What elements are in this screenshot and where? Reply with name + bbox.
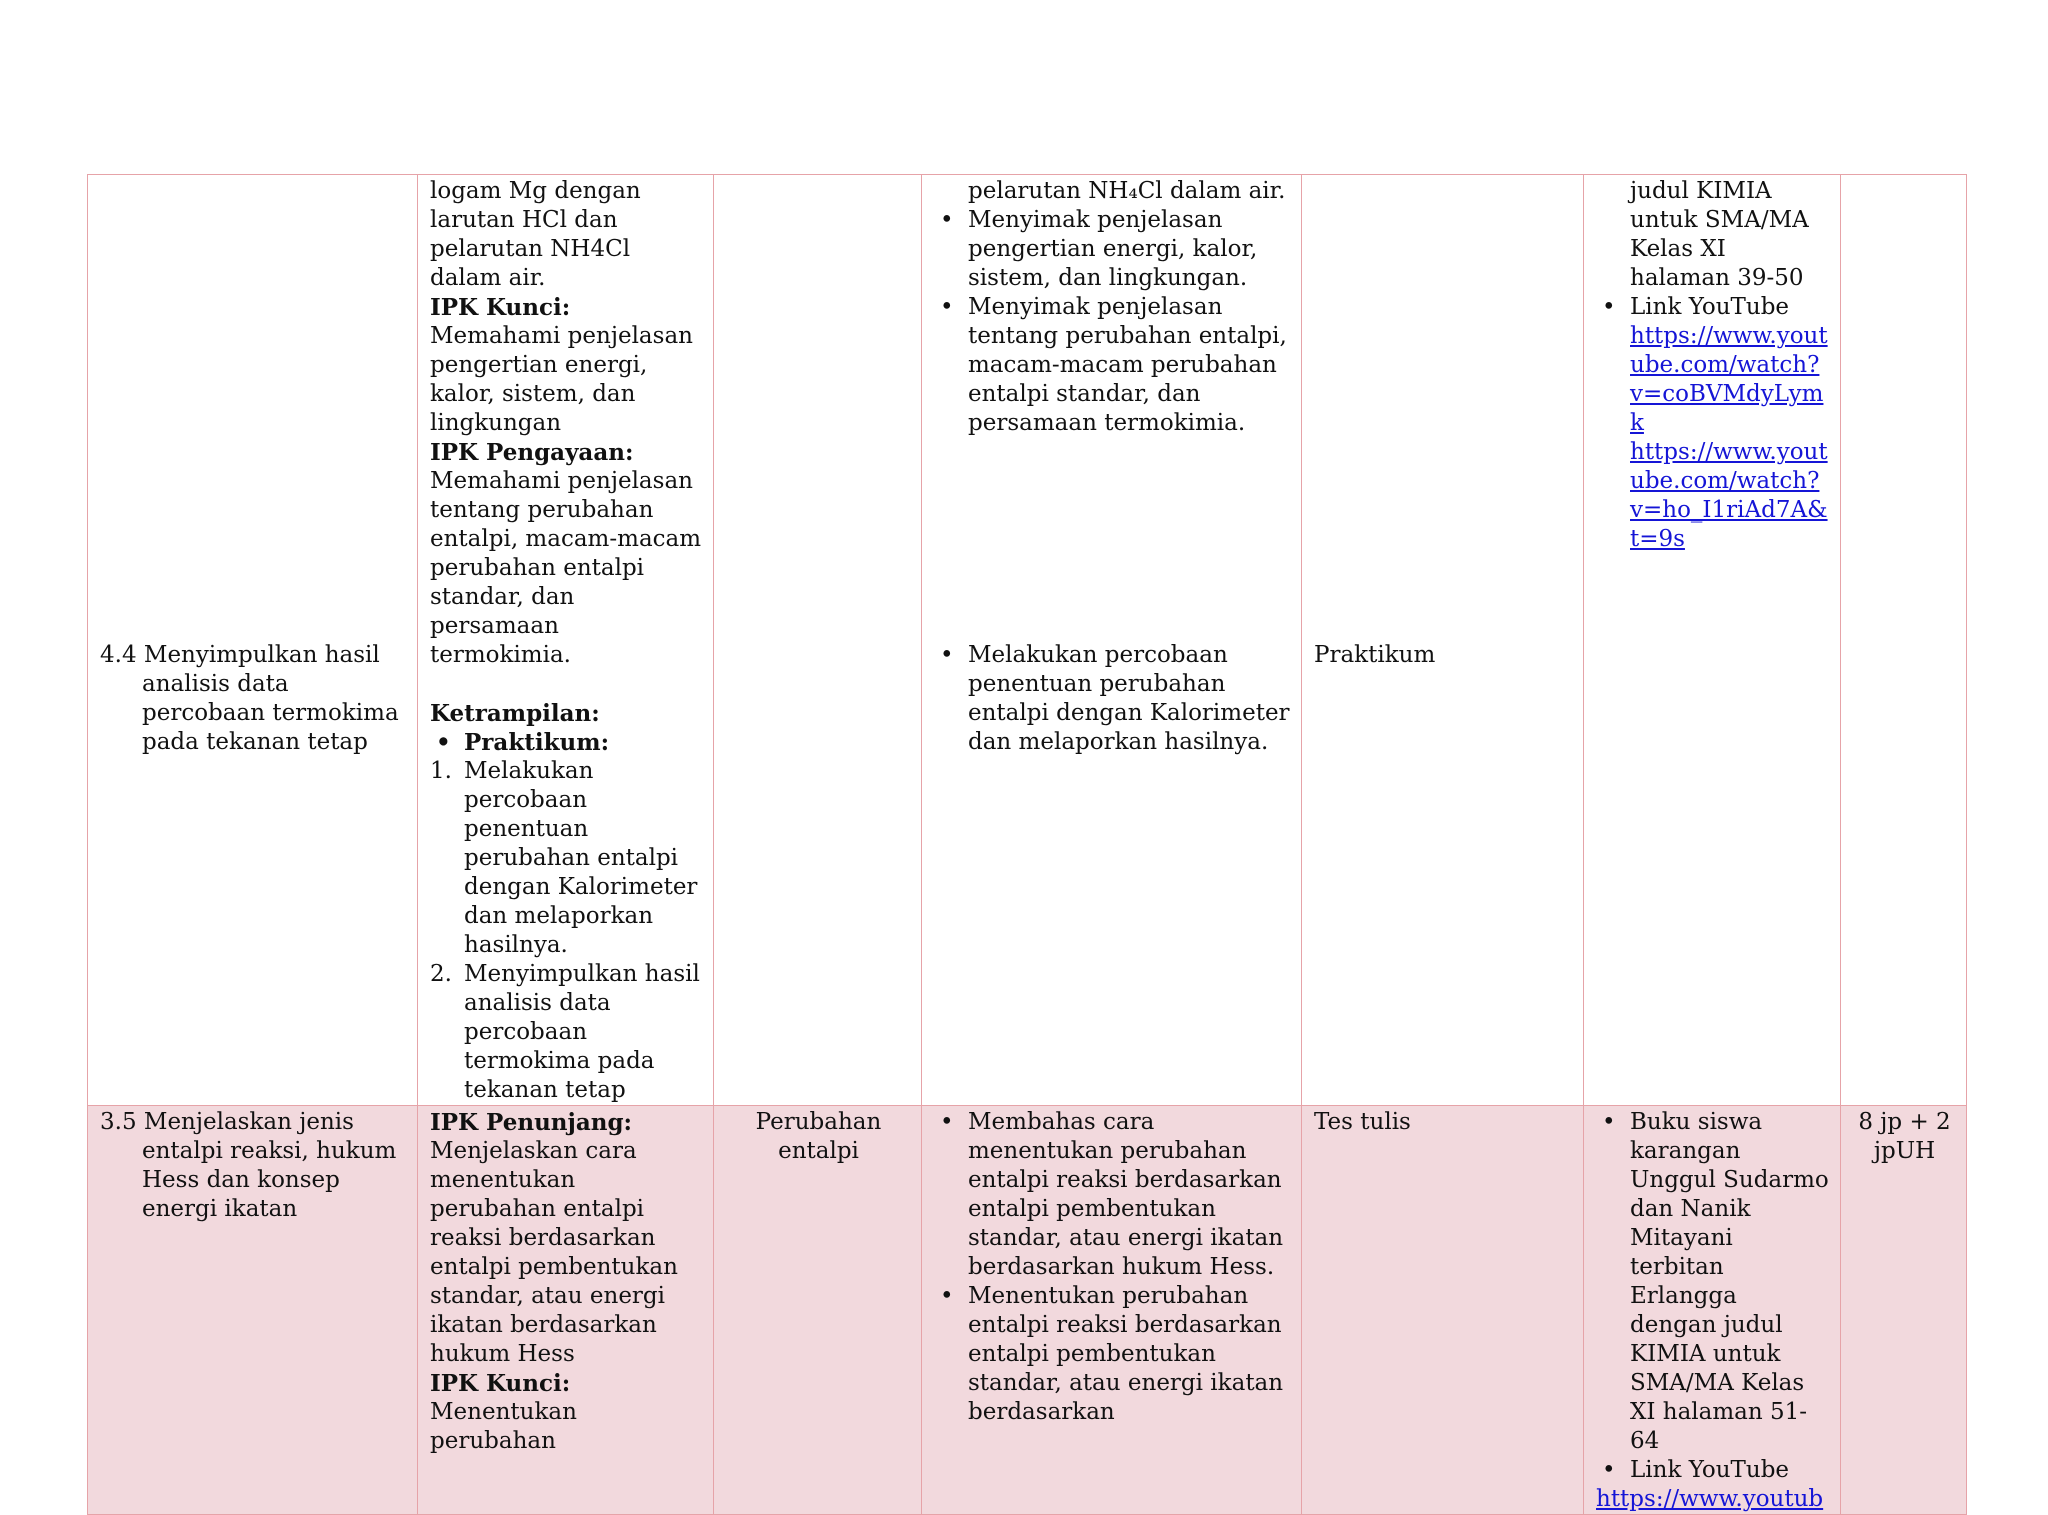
- materi-text: Perubahan entalpi: [755, 1109, 882, 1164]
- kegiatan-praktikum-list: [934, 641, 1291, 757]
- praktikum-steps: [430, 757, 703, 1105]
- ipk-kunci-text: Menentukan perubahan: [430, 1399, 577, 1454]
- penilaian-text: Praktikum: [1314, 642, 1436, 668]
- waktu-cell: [1841, 175, 1967, 1106]
- list-item: 2. Menyimpulkan hasil analisis data percobaan termokima pada tekanan tetap: [430, 961, 700, 1103]
- list-item: • Buku siswa karangan Unggul Sudarmo dan Nanik Mitayani terbitan Erlangga dengan judul KIMIA untuk SMA/MA Kelas XI halaman 51-64: [1596, 1108, 1830, 1456]
- praktikum-label: • Praktikum:: [430, 728, 703, 757]
- list-item: • Menyimak penjelasan tentang perubahan entalpi, macam-macam perubahan entalpi standar, dan persamaan termokimia.: [934, 293, 1291, 438]
- ipk-pengayaan-label: IPK Pengayaan:: [430, 439, 634, 466]
- ipk-intro: logam Mg dengan larutan HCl dan pelarutan NH4Cl dalam air.: [430, 178, 641, 291]
- ipk-penunjang-text: Menjelaskan cara menentukan perubahan entalpi reaksi berdasarkan entalpi pembentukan standar, atau energi ikatan berdasarkan hukum Hess: [430, 1138, 678, 1367]
- list-item: • Melakukan percobaan penentuan perubahan entalpi dengan Kalorimeter dan melaporkan hasilnya.: [934, 641, 1291, 757]
- penilaian-cell: [1302, 1106, 1584, 1515]
- ipk-cell: [418, 175, 714, 1106]
- list-item: • Membahas cara menentukan perubahan entalpi reaksi berdasarkan entalpi pembentukan standar, atau energi ikatan berdasarkan hukum Hess.: [934, 1108, 1291, 1282]
- ipk-kunci-label: IPK Kunci:: [430, 1370, 571, 1397]
- ketrampilan-label: Ketrampilan:: [430, 700, 600, 727]
- ipk-kunci-text: Memahami penjelasan pengertian energi, kalor, sistem, dan lingkungan: [430, 323, 693, 436]
- kegiatan-intro: pelarutan NH₄Cl dalam air.: [968, 178, 1286, 204]
- youtube-link[interactable]: https://www.youtube.com/watch?v=ho_I1riAd7A&t=9s: [1630, 439, 1828, 552]
- waktu-cell: [1841, 1106, 1967, 1515]
- ipk-pengayaan-text: Memahami penjelasan tentang perubahan entalpi, macam-macam perubahan entalpi standar, dan persamaan termokimia.: [430, 468, 702, 668]
- kd-text: 3.5 Menjelaskan jenis entalpi reaksi, hukum Hess dan konsep energi ikatan: [100, 1109, 397, 1222]
- list-item: • Link YouTube: [1596, 1456, 1830, 1485]
- list-item: [1596, 293, 1830, 554]
- sumber-cell: [1584, 175, 1841, 1106]
- penilaian-text: Tes tulis: [1314, 1109, 1411, 1135]
- praktikum-list: [430, 728, 703, 757]
- kegiatan-list: [934, 1108, 1291, 1427]
- sumber-intro: judul KIMIA untuk SMA/MA Kelas XI halaman 39-50: [1630, 178, 1809, 291]
- materi-cell: [714, 1106, 922, 1515]
- kd-text: 4.4 Menyimpulkan hasil analisis data percobaan termokima pada tekanan tetap: [100, 642, 399, 755]
- waktu-text: 8 jp + 2 jpUH: [1858, 1109, 1951, 1164]
- sumber-cell: [1584, 1106, 1841, 1515]
- kegiatan-list: [934, 206, 1291, 438]
- list-item: 1. Melakukan percobaan penentuan perubahan entalpi dengan Kalorimeter dan melaporkan hasilnya.: [430, 758, 698, 958]
- materi-cell: [714, 175, 922, 1106]
- table-row: [88, 175, 1967, 1106]
- kegiatan-cell: [922, 1106, 1302, 1515]
- list-item: • Menentukan perubahan entalpi reaksi berdasarkan entalpi pembentukan standar, atau energi ikatan berdasarkan: [934, 1282, 1291, 1427]
- ipk-kunci-label: IPK Kunci:: [430, 294, 571, 321]
- youtube-link[interactable]: https://www.youtub: [1596, 1486, 1824, 1512]
- kd-cell: [88, 1106, 418, 1515]
- sumber-list: [1596, 1108, 1830, 1485]
- syllabus-table: [87, 174, 1967, 1515]
- sumber-list: [1596, 293, 1830, 554]
- ipk-cell: [418, 1106, 714, 1515]
- youtube-link[interactable]: https://www.youtube.com/watch?v=coBVMdyLymk: [1630, 323, 1828, 436]
- table-row: [88, 1106, 1967, 1515]
- kegiatan-cell: [922, 175, 1302, 1106]
- penilaian-cell: [1302, 175, 1584, 1106]
- list-item: • Menyimak penjelasan pengertian energi, kalor, sistem, dan lingkungan.: [934, 206, 1291, 293]
- kd-cell: [88, 175, 418, 1106]
- sumber-link-label: • Link YouTube: [1630, 294, 1790, 320]
- ipk-penunjang-label: IPK Penunjang:: [430, 1109, 633, 1136]
